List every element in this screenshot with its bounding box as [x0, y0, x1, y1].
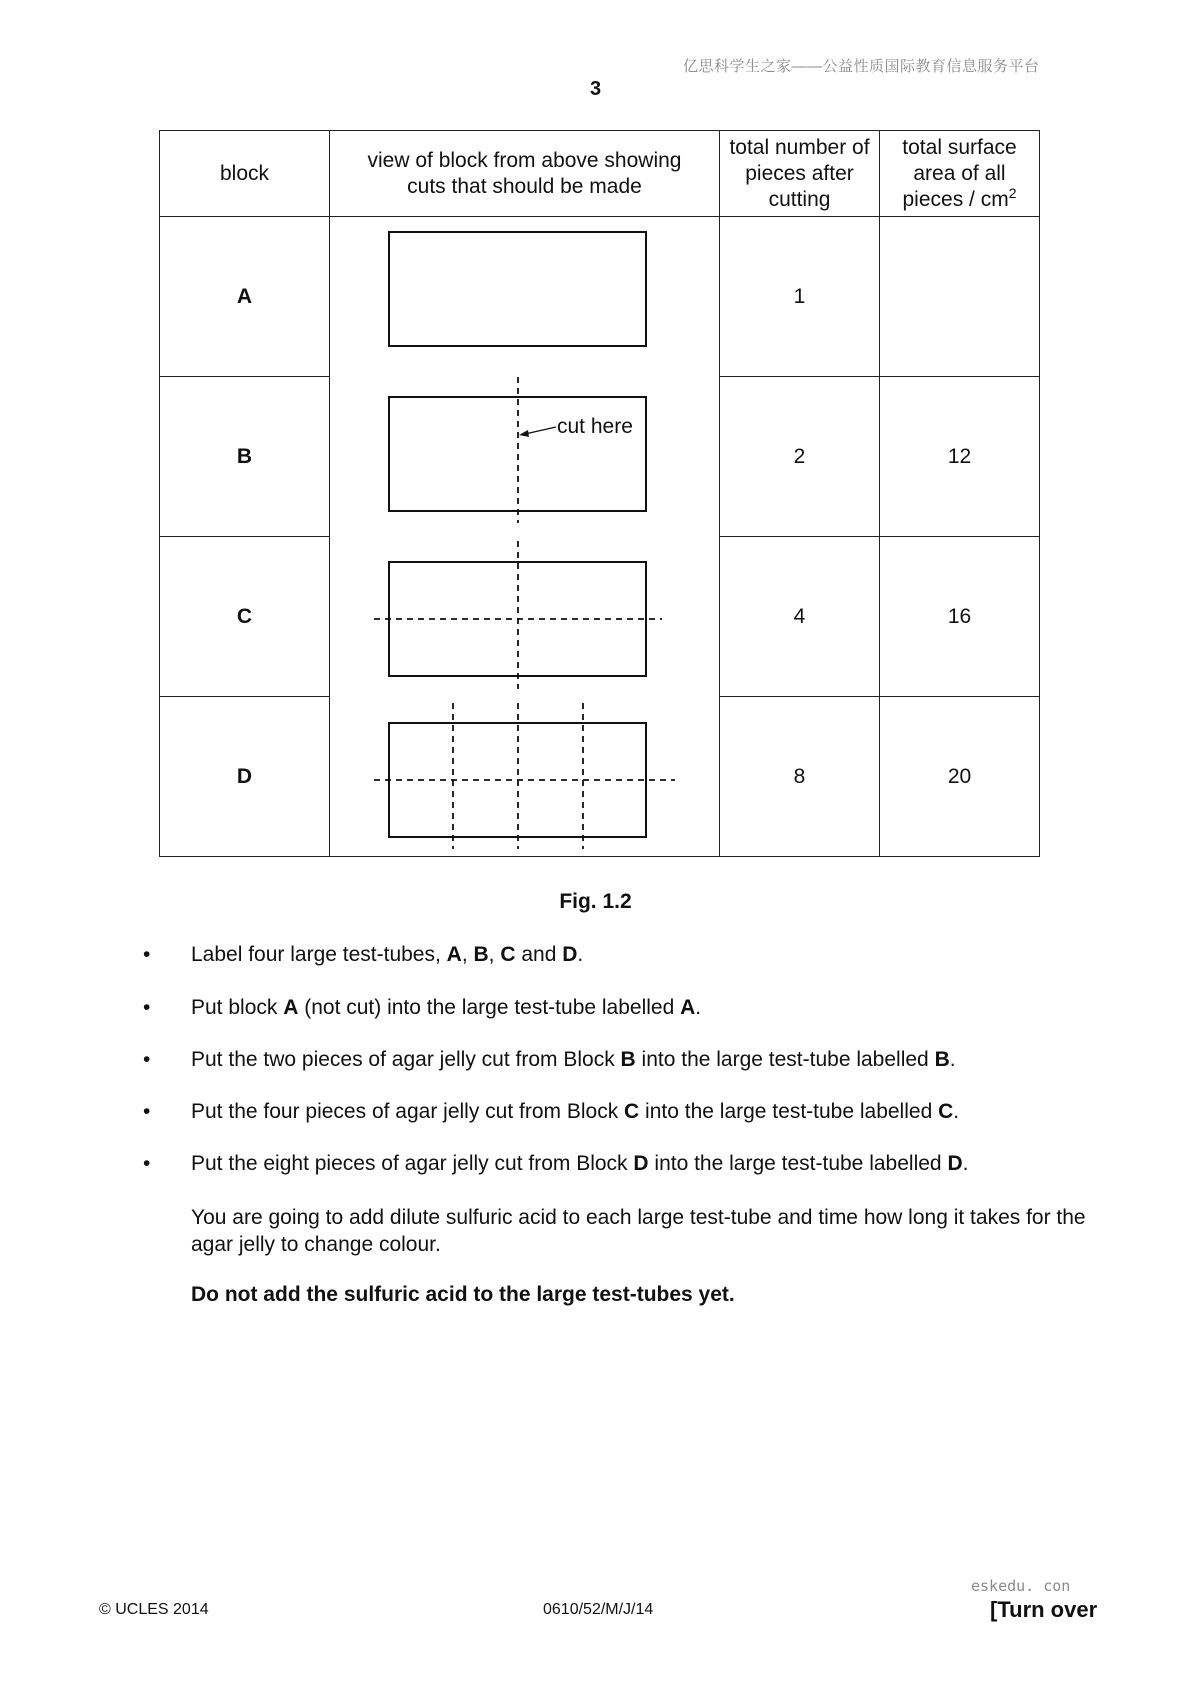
cut-diagrams-svg [330, 219, 719, 855]
cut-diagrams [330, 217, 720, 857]
header-block: block [160, 131, 330, 217]
footer-copyright: © UCLES 2014 [99, 1601, 209, 1618]
instruction-text: Put the four pieces of agar jelly cut from Block C into the large test-tube labelled C. [191, 1100, 960, 1123]
warning-instruction: Do not add the sulfuric acid to the large test-tubes yet. [191, 1283, 735, 1306]
header-watermark: 亿思科学生之家——公益性质国际教育信息服务平台 [683, 58, 1040, 75]
area-a [880, 217, 1040, 377]
pieces-d: 8 [720, 697, 880, 857]
block-label-d: D [160, 697, 330, 857]
pieces-b: 2 [720, 377, 880, 537]
bullet-symbol: • [143, 1100, 151, 1123]
turn-over-label: [Turn over [990, 1597, 1098, 1622]
header-area [880, 131, 1040, 217]
bullet-symbol: • [143, 1048, 151, 1071]
area-d: 20 [880, 697, 1040, 857]
instruction-text: Put block A (not cut) into the large test-tube labelled A. [191, 996, 702, 1019]
area-c: 16 [880, 537, 1040, 697]
header-pieces: total number of pieces after cutting [720, 131, 880, 217]
block-a-outline [389, 232, 646, 346]
bullet-symbol: • [143, 943, 151, 966]
pieces-a: 1 [720, 217, 880, 377]
page-number: 3 [589, 78, 602, 100]
block-label-a: A [160, 217, 330, 377]
area-b: 12 [880, 377, 1040, 537]
bullet-symbol: • [143, 996, 151, 1019]
pieces-c: 4 [720, 537, 880, 697]
footer-paper-code: 0610/52/M/J/14 [543, 1601, 654, 1618]
instruction-paragraph: You are going to add dilute sulfuric acid to each large test-tube and time how long it takes for the agar jelly to change colour. [191, 1206, 1086, 1256]
footer-watermark: eskedu. con [971, 1577, 1071, 1595]
cut-here-pointer [519, 427, 556, 437]
figure-caption: Fig. 1.2 [559, 890, 632, 913]
bullet-symbol: • [143, 1152, 151, 1175]
block-label-b: B [160, 377, 330, 537]
header-area-superscript: 2 [1008, 184, 1017, 201]
header-area-text: total surface area of all pieces / cm [902, 135, 1017, 211]
table-row [160, 217, 1040, 377]
cut-here-label: cut here [557, 414, 633, 438]
table-header-row [160, 131, 1040, 217]
figure-table [159, 130, 1040, 857]
instruction-text: Label four large test-tubes, A, B, C and D. [191, 943, 584, 966]
header-view: view of block from above showing cuts that should be made [330, 131, 720, 217]
instruction-text: Put the two pieces of agar jelly cut from Block B into the large test-tube labelled B. [191, 1048, 956, 1071]
instruction-text: Put the eight pieces of agar jelly cut from Block D into the large test-tube labelled D. [191, 1152, 969, 1175]
block-label-c: C [160, 537, 330, 697]
